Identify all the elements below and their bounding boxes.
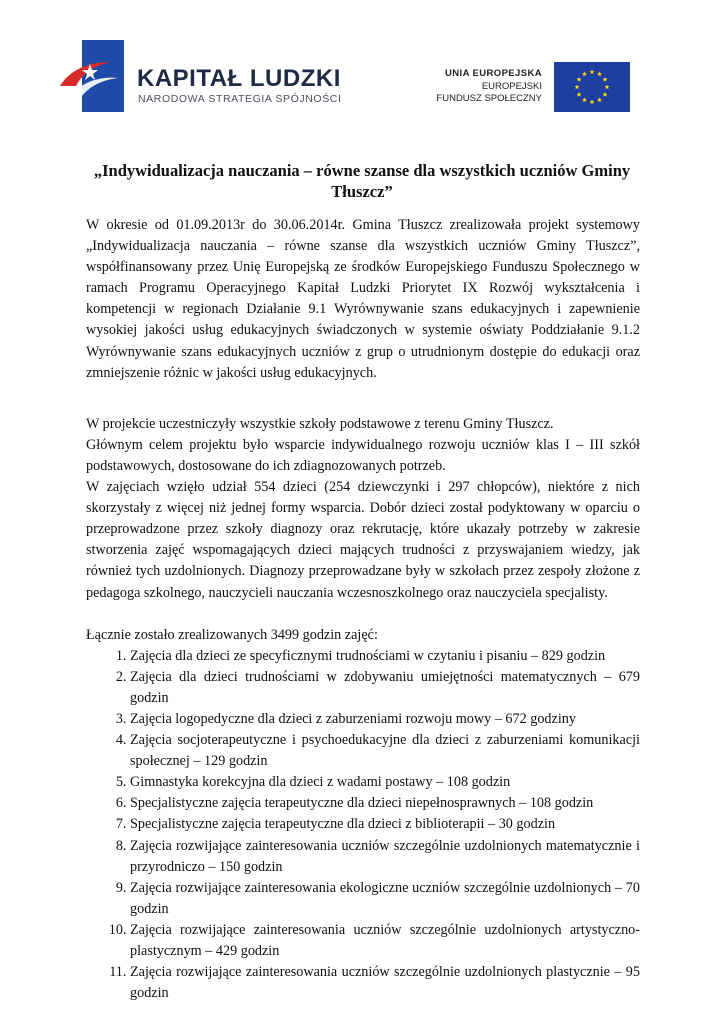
list-item: 5. Gimnastyka korekcyjna dla dzieci z wadami postawy – 108 godzin (130, 772, 640, 793)
kapital-ludzki-title: KAPITAŁ LUDZKI (137, 65, 341, 92)
list-item: 11. Zajęcia rozwijające zainteresowania uczniów szczególnie uzdolnionych plastycznie – 95 godzin (130, 962, 640, 1004)
eu-line-2: EUROPEJSKI (481, 80, 542, 92)
paragraph-participants: W projekcie uczestniczyły wszystkie szkoły podstawowe z terenu Gminy Tłuszcz. (86, 415, 554, 432)
paragraph-enrollment: W zajęciach wzięło udział 554 dzieci (254 dziewczynki i 297 chłopców), niektóre z nich skorzystały z więcej niż jednej formy wsparcia. Dobór dzieci został podyktowany w oparciu o przeprowadzone przez szkoły diagnozy oraz rekrutację, które ukazały potrzeby w zakresie stworzenia zajęć wspomagających dzieci mających trudności z przyswajaniem wiedzy, jak również tych uzdolnionych. Diagnozy przeprowadzane były w szkołach przez zespoły złożone z pedagoga szkolnego, nauczycieli nauczania wczesnoszkolnego oraz nauczyciela specjalisty. (86, 479, 640, 601)
paragraph-main-goal: Głównym celem projektu było wsparcie indywidualnego rozwoju uczniów klas I – III szkół podstawowych, dostosowane do ich zdiagnozowanych potrzeb. (86, 436, 640, 474)
list-item: 8. Zajęcia rozwijające zainteresowania uczniów szczególnie uzdolnionych matematycznie i przyrodniczo – 150 godzin (130, 836, 640, 878)
list-item: 3. Zajęcia logopedyczne dla dzieci z zaburzeniami rozwoju mowy – 672 godziny (130, 709, 640, 730)
eu-fund-label (430, 68, 542, 106)
list-intro: Łącznie zostało zrealizowanych 3499 godzin zajęć: (86, 626, 378, 643)
eu-flag-icon (554, 62, 630, 112)
page-header (0, 0, 724, 130)
list-item: 9. Zajęcia rozwijające zainteresowania ekologiczne uczniów szczególnie uzdolnionych – 70 godzin (130, 878, 640, 920)
list-item: 10. Zajęcia rozwijające zainteresowania uczniów szczególnie uzdolnionych artystyczno-plastycznym – 429 godzin (130, 920, 640, 962)
list-item: 1. Zajęcia dla dzieci ze specyficznymi trudnościami w czytaniu i pisaniu – 829 godzin (130, 646, 640, 667)
activities-list (86, 646, 640, 1005)
list-item: 4. Zajęcia socjoterapeutyczne i psychoedukacyjne dla dzieci z zaburzeniami komunikacji społecznej – 129 godzin (130, 730, 640, 772)
list-item: 7. Specjalistyczne zajęcia terapeutyczne dla dzieci z biblioterapii – 30 godzin (130, 814, 640, 835)
kapital-ludzki-subtitle: NARODOWA STRATEGIA SPÓJNOŚCI (138, 93, 342, 105)
page-title: „Indywidualizacja nauczania – równe szanse dla wszystkich uczniów Gminy Tłuszcz” (93, 161, 631, 201)
list-item: 2. Zajęcia dla dzieci trudnościami w zdobywaniu umiejętności matematycznych – 679 godzin (130, 667, 640, 709)
document-body (86, 215, 640, 1004)
eu-line-1: UNIA EUROPEJSKA (445, 68, 542, 79)
paragraph-project-summary: W okresie od 01.09.2013r do 30.06.2014r. Gmina Tłuszcz zrealizowała projekt systemowy „Indywidualizacja nauczania – równe szanse dla wszystkich uczniów Gminy Tłuszcz”, współfinansowany przez Unię Europejską ze środków Europejskiego Funduszu Społecznego w ramach Programu Operacyjnego Kapitał Ludzki Priorytet IX Rozwój wykształcenia i kompetencji w regionach Działanie 9.1 Wyrównywanie szans edukacyjnych i zapewnienie wysokiej jakości usług edukacyjnych świadczonych w systemie oświaty Poddziałanie 9.1.2 Wyrównywanie szans edukacyjnych uczniów z grup o utrudnionym dostępie do edukacji oraz zmniejszenie różnic w jakości usług edukacyjnych. (86, 217, 640, 381)
list-item: 6. Specjalistyczne zajęcia terapeutyczne dla dzieci niepełnosprawnych – 108 godzin (130, 793, 640, 814)
eu-line-3: FUNDUSZ SPOŁECZNY (436, 93, 542, 104)
kapital-ludzki-logo (60, 40, 130, 112)
